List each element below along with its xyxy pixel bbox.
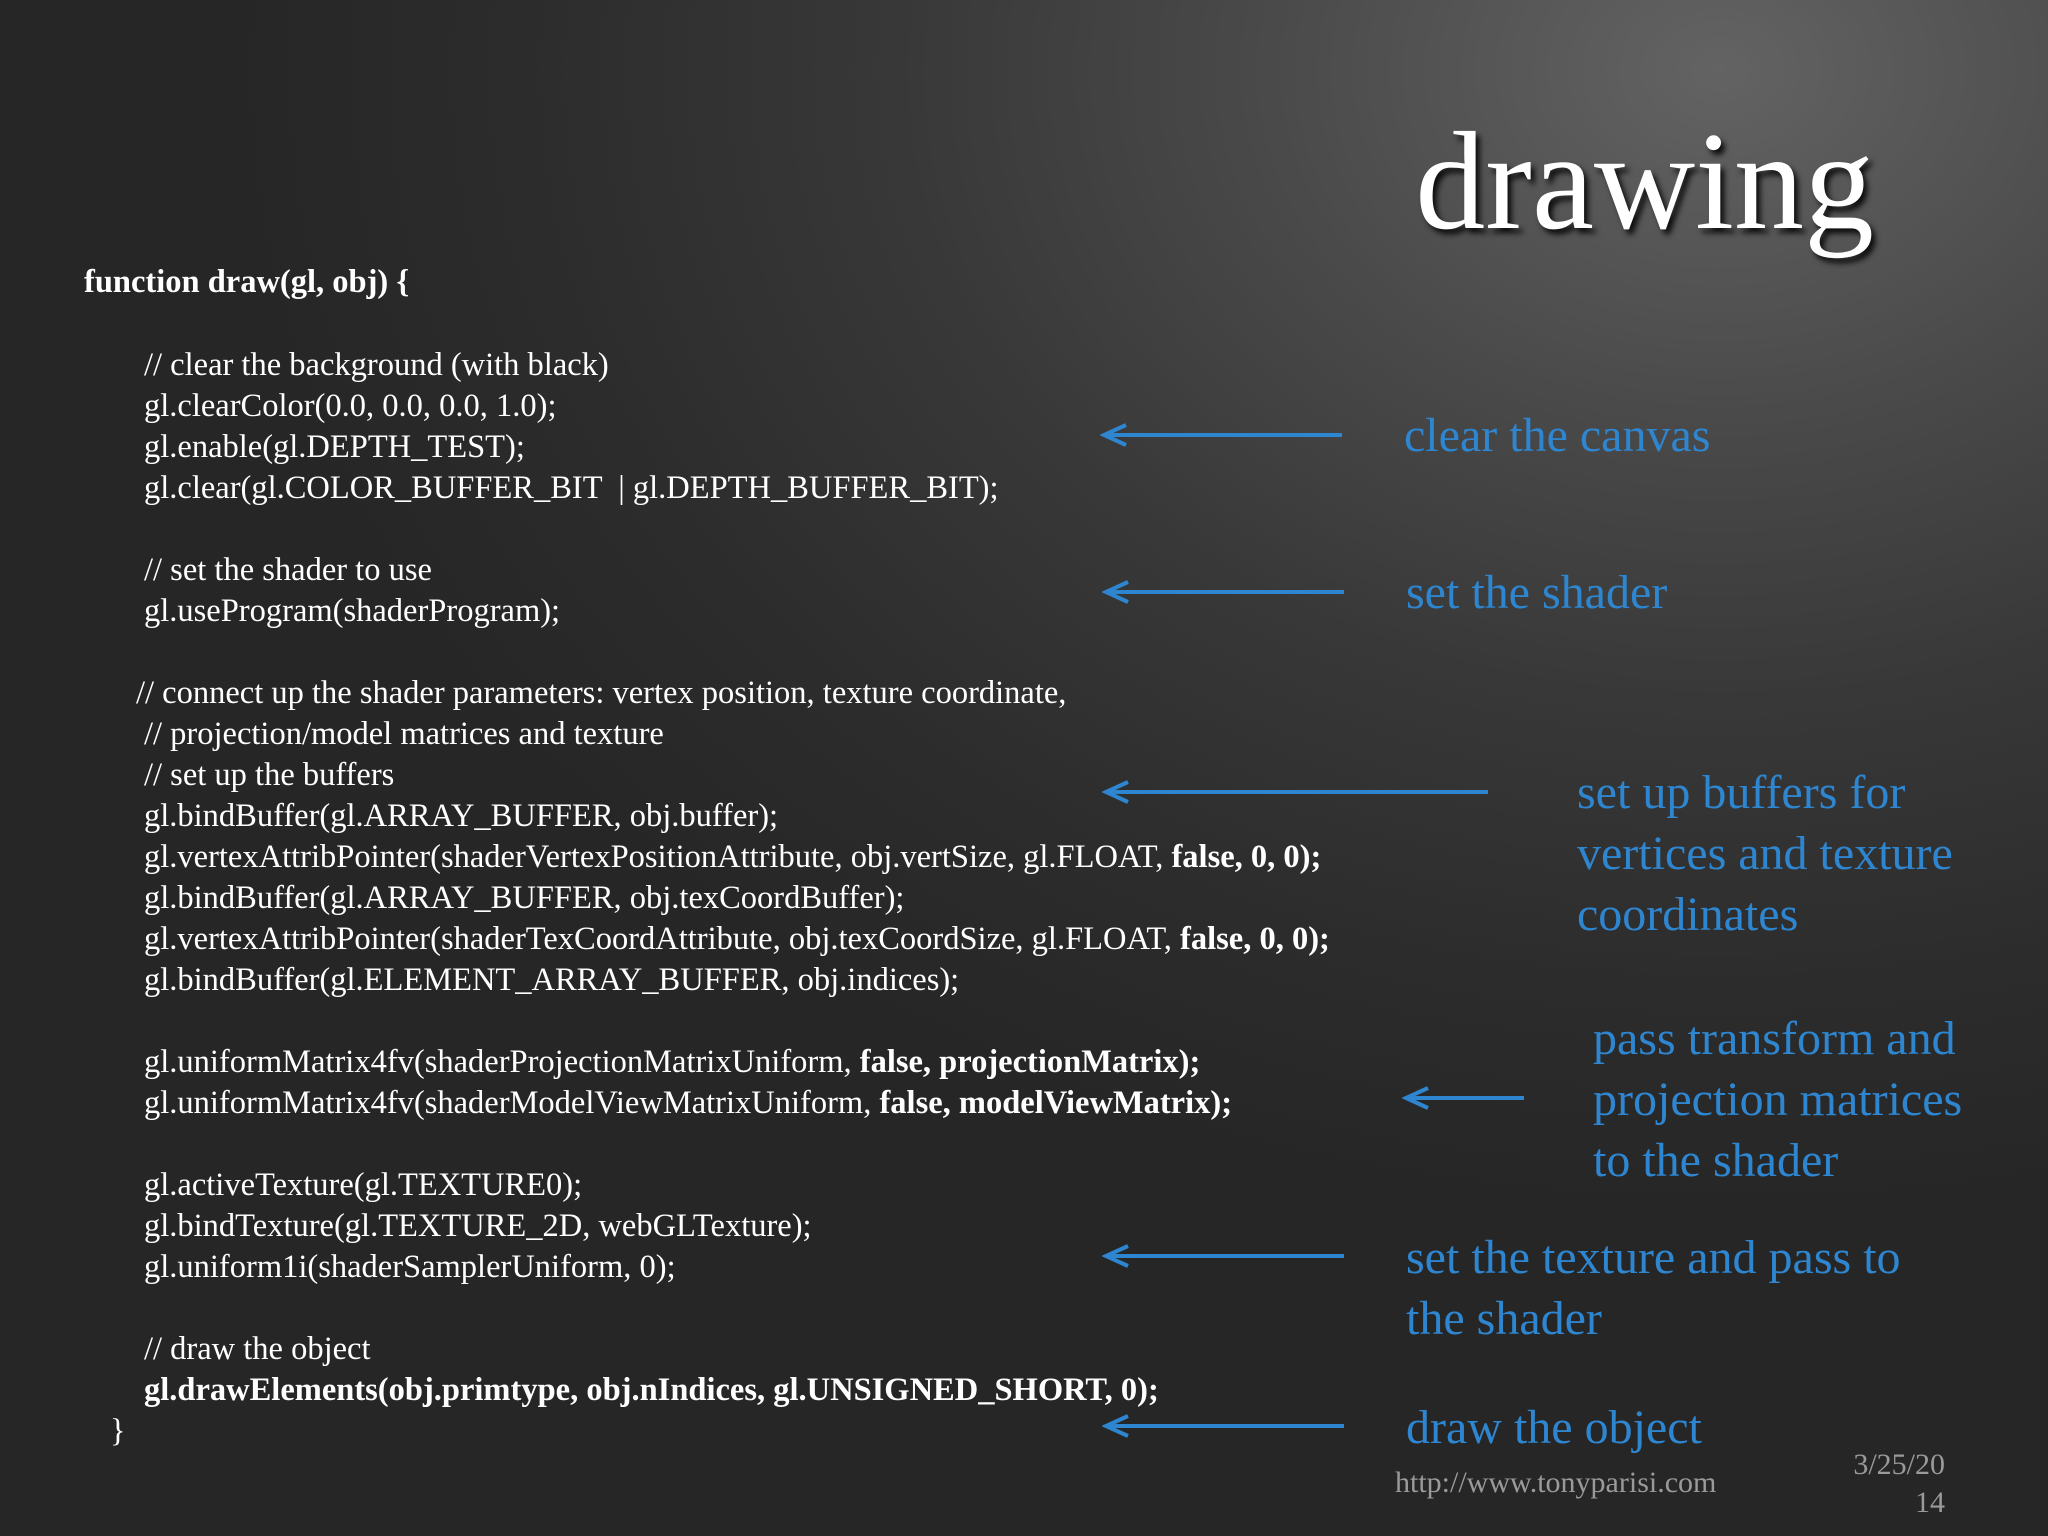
slide-title: drawing (1415, 104, 1874, 259)
footer-date-line: 14 (1915, 1486, 1945, 1519)
code-text: gl.vertexAttribPointer(shaderTexCoordAttribute, obj.texCoordSize, gl.FLOAT, (144, 921, 1181, 957)
annotation-set-shader: set the shader (1406, 566, 1668, 619)
annotation-texture: set the texture and pass to (1406, 1231, 1901, 1284)
code-bold-text: false, 0, 0); (1180, 921, 1330, 957)
code-text: gl.uniformMatrix4fv(shaderModelViewMatrixUniform, (144, 1085, 880, 1121)
code-line (144, 837, 1321, 878)
footer-url: http://www.tonyparisi.com (1395, 1466, 1717, 1499)
code-line: gl.clear(gl.COLOR_BUFFER_BIT | gl.DEPTH_BUFFER_BIT); (144, 470, 999, 506)
annotation-buffers: coordinates (1577, 888, 1799, 941)
code-line (144, 1042, 1200, 1083)
code-line: gl.bindBuffer(gl.ELEMENT_ARRAY_BUFFER, obj.indices); (144, 962, 960, 998)
code-comment: // draw the object (144, 1331, 371, 1367)
code-line: gl.bindTexture(gl.TEXTURE_2D, webGLTexture); (144, 1208, 812, 1244)
left-arrow-icon (1402, 1086, 1526, 1110)
code-line: gl.uniform1i(shaderSamplerUniform, 0); (144, 1249, 676, 1285)
code-line (144, 1083, 1232, 1124)
code-line: gl.bindBuffer(gl.ARRAY_BUFFER, obj.texCoordBuffer); (144, 880, 905, 916)
code-text: gl.vertexAttribPointer(shaderVertexPositionAttribute, obj.vertSize, gl.FLOAT, (144, 839, 1172, 875)
code-bold-text: false, modelViewMatrix); (879, 1085, 1233, 1121)
left-arrow-icon (1102, 1414, 1346, 1438)
code-line: gl.activeTexture(gl.TEXTURE0); (144, 1167, 583, 1203)
footer-date (1825, 1446, 1945, 1522)
left-arrow-icon (1102, 580, 1346, 604)
code-line: } (110, 1413, 126, 1449)
code-line: gl.bindBuffer(gl.ARRAY_BUFFER, obj.buffer); (144, 798, 779, 834)
code-line (144, 919, 1330, 960)
code-comment: // connect up the shader parameters: vertex position, texture coordinate, (136, 675, 1067, 711)
code-comment: // projection/model matrices and texture (144, 716, 664, 752)
annotation-matrices: projection matrices (1593, 1073, 1963, 1126)
left-arrow-icon (1102, 1244, 1346, 1268)
annotation-matrices: to the shader (1593, 1134, 1839, 1187)
code-bold-text: false, projectionMatrix); (859, 1044, 1201, 1080)
code-comment: // set the shader to use (144, 552, 432, 588)
annotation-draw-object: draw the object (1406, 1401, 1702, 1454)
annotation-buffers: vertices and texture (1577, 827, 1953, 880)
annotation-clear-canvas: clear the canvas (1404, 409, 1711, 462)
code-line: gl.enable(gl.DEPTH_TEST); (144, 429, 525, 465)
left-arrow-icon (1102, 780, 1490, 804)
code-comment: // clear the background (with black) (144, 347, 609, 383)
code-text: gl.uniformMatrix4fv(shaderProjectionMatrixUniform, (144, 1044, 860, 1080)
annotation-matrices: pass transform and (1593, 1012, 1956, 1065)
code-bold-text: false, 0, 0); (1171, 839, 1322, 875)
code-line: function draw(gl, obj) { (84, 264, 410, 300)
annotation-buffers: set up buffers for (1577, 766, 1906, 819)
left-arrow-icon (1100, 423, 1344, 447)
code-line: gl.clearColor(0.0, 0.0, 0.0, 1.0); (144, 388, 557, 424)
annotation-texture: the shader (1406, 1292, 1602, 1345)
footer-date-line: 3/25/20 (1853, 1448, 1945, 1481)
code-line: gl.drawElements(obj.primtype, obj.nIndices, gl.UNSIGNED_SHORT, 0); (144, 1372, 1159, 1408)
code-comment: // set up the buffers (144, 757, 395, 793)
code-line: gl.useProgram(shaderProgram); (144, 593, 561, 629)
